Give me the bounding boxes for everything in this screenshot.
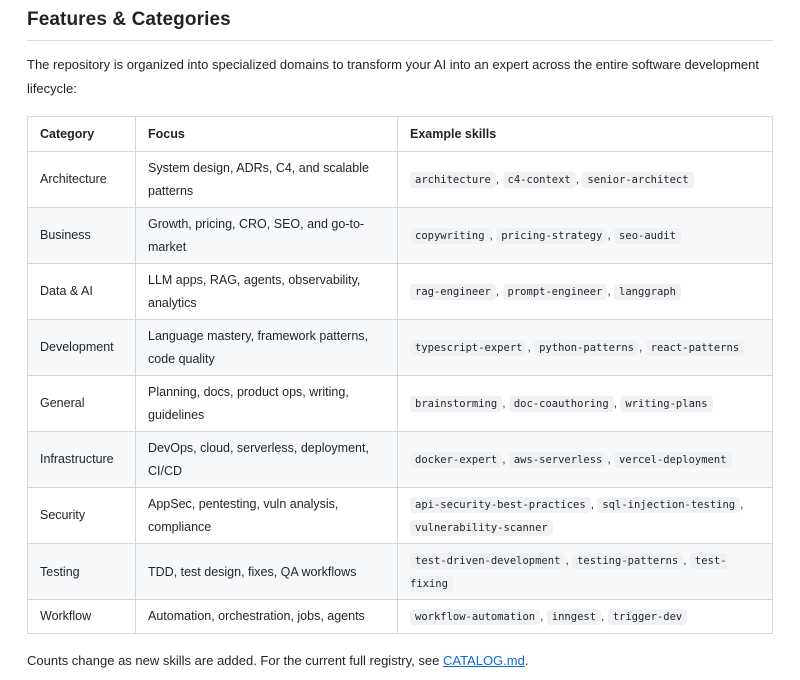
skill-separator: , [590,497,598,512]
skill-chip: c4-context [503,172,576,188]
focus-cell: System design, ADRs, C4, and scalable patterns [136,152,398,208]
focus-cell: AppSec, pentesting, vuln analysis, compliance [136,488,398,544]
skill-chip: api-security-best-practices [410,497,591,513]
skills-cell [398,208,773,264]
skill-chip: writing-plans [620,396,712,412]
skill-chip: trigger-dev [608,609,688,625]
focus-cell: Planning, docs, product ops, writing, guidelines [136,376,398,432]
skill-separator: , [638,340,646,355]
skill-separator: , [740,497,744,512]
skill-chip: python-patterns [534,340,639,356]
skill-chip: react-patterns [646,340,745,356]
focus-cell: DevOps, cloud, serverless, deployment, CI/CD [136,432,398,488]
skill-separator: , [601,609,608,624]
category-cell: Data & AI [28,264,136,320]
features-table [27,116,773,634]
catalog-link[interactable]: CATALOG.md [442,652,525,668]
skill-chip: test-fixing [410,555,727,590]
skill-separator: , [565,553,573,568]
skill-chip: rag-engineer [410,284,496,300]
skills-cell [398,600,773,634]
category-cell: General [28,376,136,432]
skill-chip: sql-injection-testing [597,497,740,513]
category-cell: Testing [28,544,136,600]
skill-chip: seo-audit [614,228,681,244]
table-header [28,116,773,152]
skill-chip: doc-coauthoring [509,396,614,412]
skill-chip: architecture [410,172,496,188]
skills-cell [398,264,773,320]
skill-separator: , [607,452,615,467]
table-row [28,432,773,488]
skills-cell [398,432,773,488]
skill-separator: , [527,340,535,355]
table-row [28,544,773,600]
skill-chip: docker-expert [410,452,502,468]
skill-separator: , [683,553,690,568]
page-title: Features & Categories [27,8,773,41]
skill-separator: , [489,228,497,243]
skill-separator: , [495,284,503,299]
skill-chip: vercel-deployment [614,452,731,468]
intro-paragraph: The repository is organized into specialized domains to transform your AI into an expert across the entire software development lifecycle: [27,56,759,96]
skill-chip: workflow-automation [410,609,540,625]
skill-chip: pricing-strategy [496,228,607,244]
skills-cell [398,320,773,376]
table-body [28,152,773,634]
skill-chip: senior-architect [582,172,693,188]
example-skills-column-header: Example skills [398,116,773,152]
footer-text-before-link: Counts change as new skills are added. For the current full registry, see [27,652,443,668]
table-row [28,376,773,432]
skill-separator: , [495,172,503,187]
focus-cell: Growth, pricing, CRO, SEO, and go-to-market [136,208,398,264]
skill-chip: brainstorming [410,396,502,412]
skill-chip: testing-patterns [572,553,683,569]
footer-text-after-link: . [524,652,529,668]
footer-note [27,649,773,673]
skill-separator: , [502,396,509,411]
category-cell: Workflow [28,600,136,634]
skill-separator: , [540,609,547,624]
skill-separator: , [607,284,615,299]
skill-separator: , [575,172,583,187]
skill-chip: copywriting [410,228,490,244]
skills-cell [398,488,773,544]
category-cell: Architecture [28,152,136,208]
table-row [28,264,773,320]
skill-separator: , [613,396,621,411]
table-row [28,600,773,634]
focus-cell: Language mastery, framework patterns, code quality [136,320,398,376]
skills-cell [398,152,773,208]
skill-chip: aws-serverless [509,452,608,468]
focus-column-header: Focus [136,116,398,152]
table-row [28,488,773,544]
table-row [28,320,773,376]
skill-chip: vulnerability-scanner [410,520,553,536]
skills-cell [398,544,773,600]
category-column-header: Category [28,116,136,152]
skills-cell [398,376,773,432]
category-cell: Business [28,208,136,264]
category-cell: Infrastructure [28,432,136,488]
table-header-row [28,116,773,152]
skill-chip: test-driven-development [410,553,565,569]
focus-cell: LLM apps, RAG, agents, observability, analytics [136,264,398,320]
table-row [28,152,773,208]
skill-separator: , [607,228,615,243]
category-cell: Security [28,488,136,544]
skill-chip: inngest [547,609,601,625]
skill-chip: langgraph [614,284,681,300]
skill-chip: prompt-engineer [503,284,608,300]
focus-cell: TDD, test design, fixes, QA workflows [136,544,398,600]
focus-cell: Automation, orchestration, jobs, agents [136,600,398,634]
table-row [28,208,773,264]
category-cell: Development [28,320,136,376]
skill-separator: , [502,452,509,467]
skill-chip: typescript-expert [410,340,527,356]
